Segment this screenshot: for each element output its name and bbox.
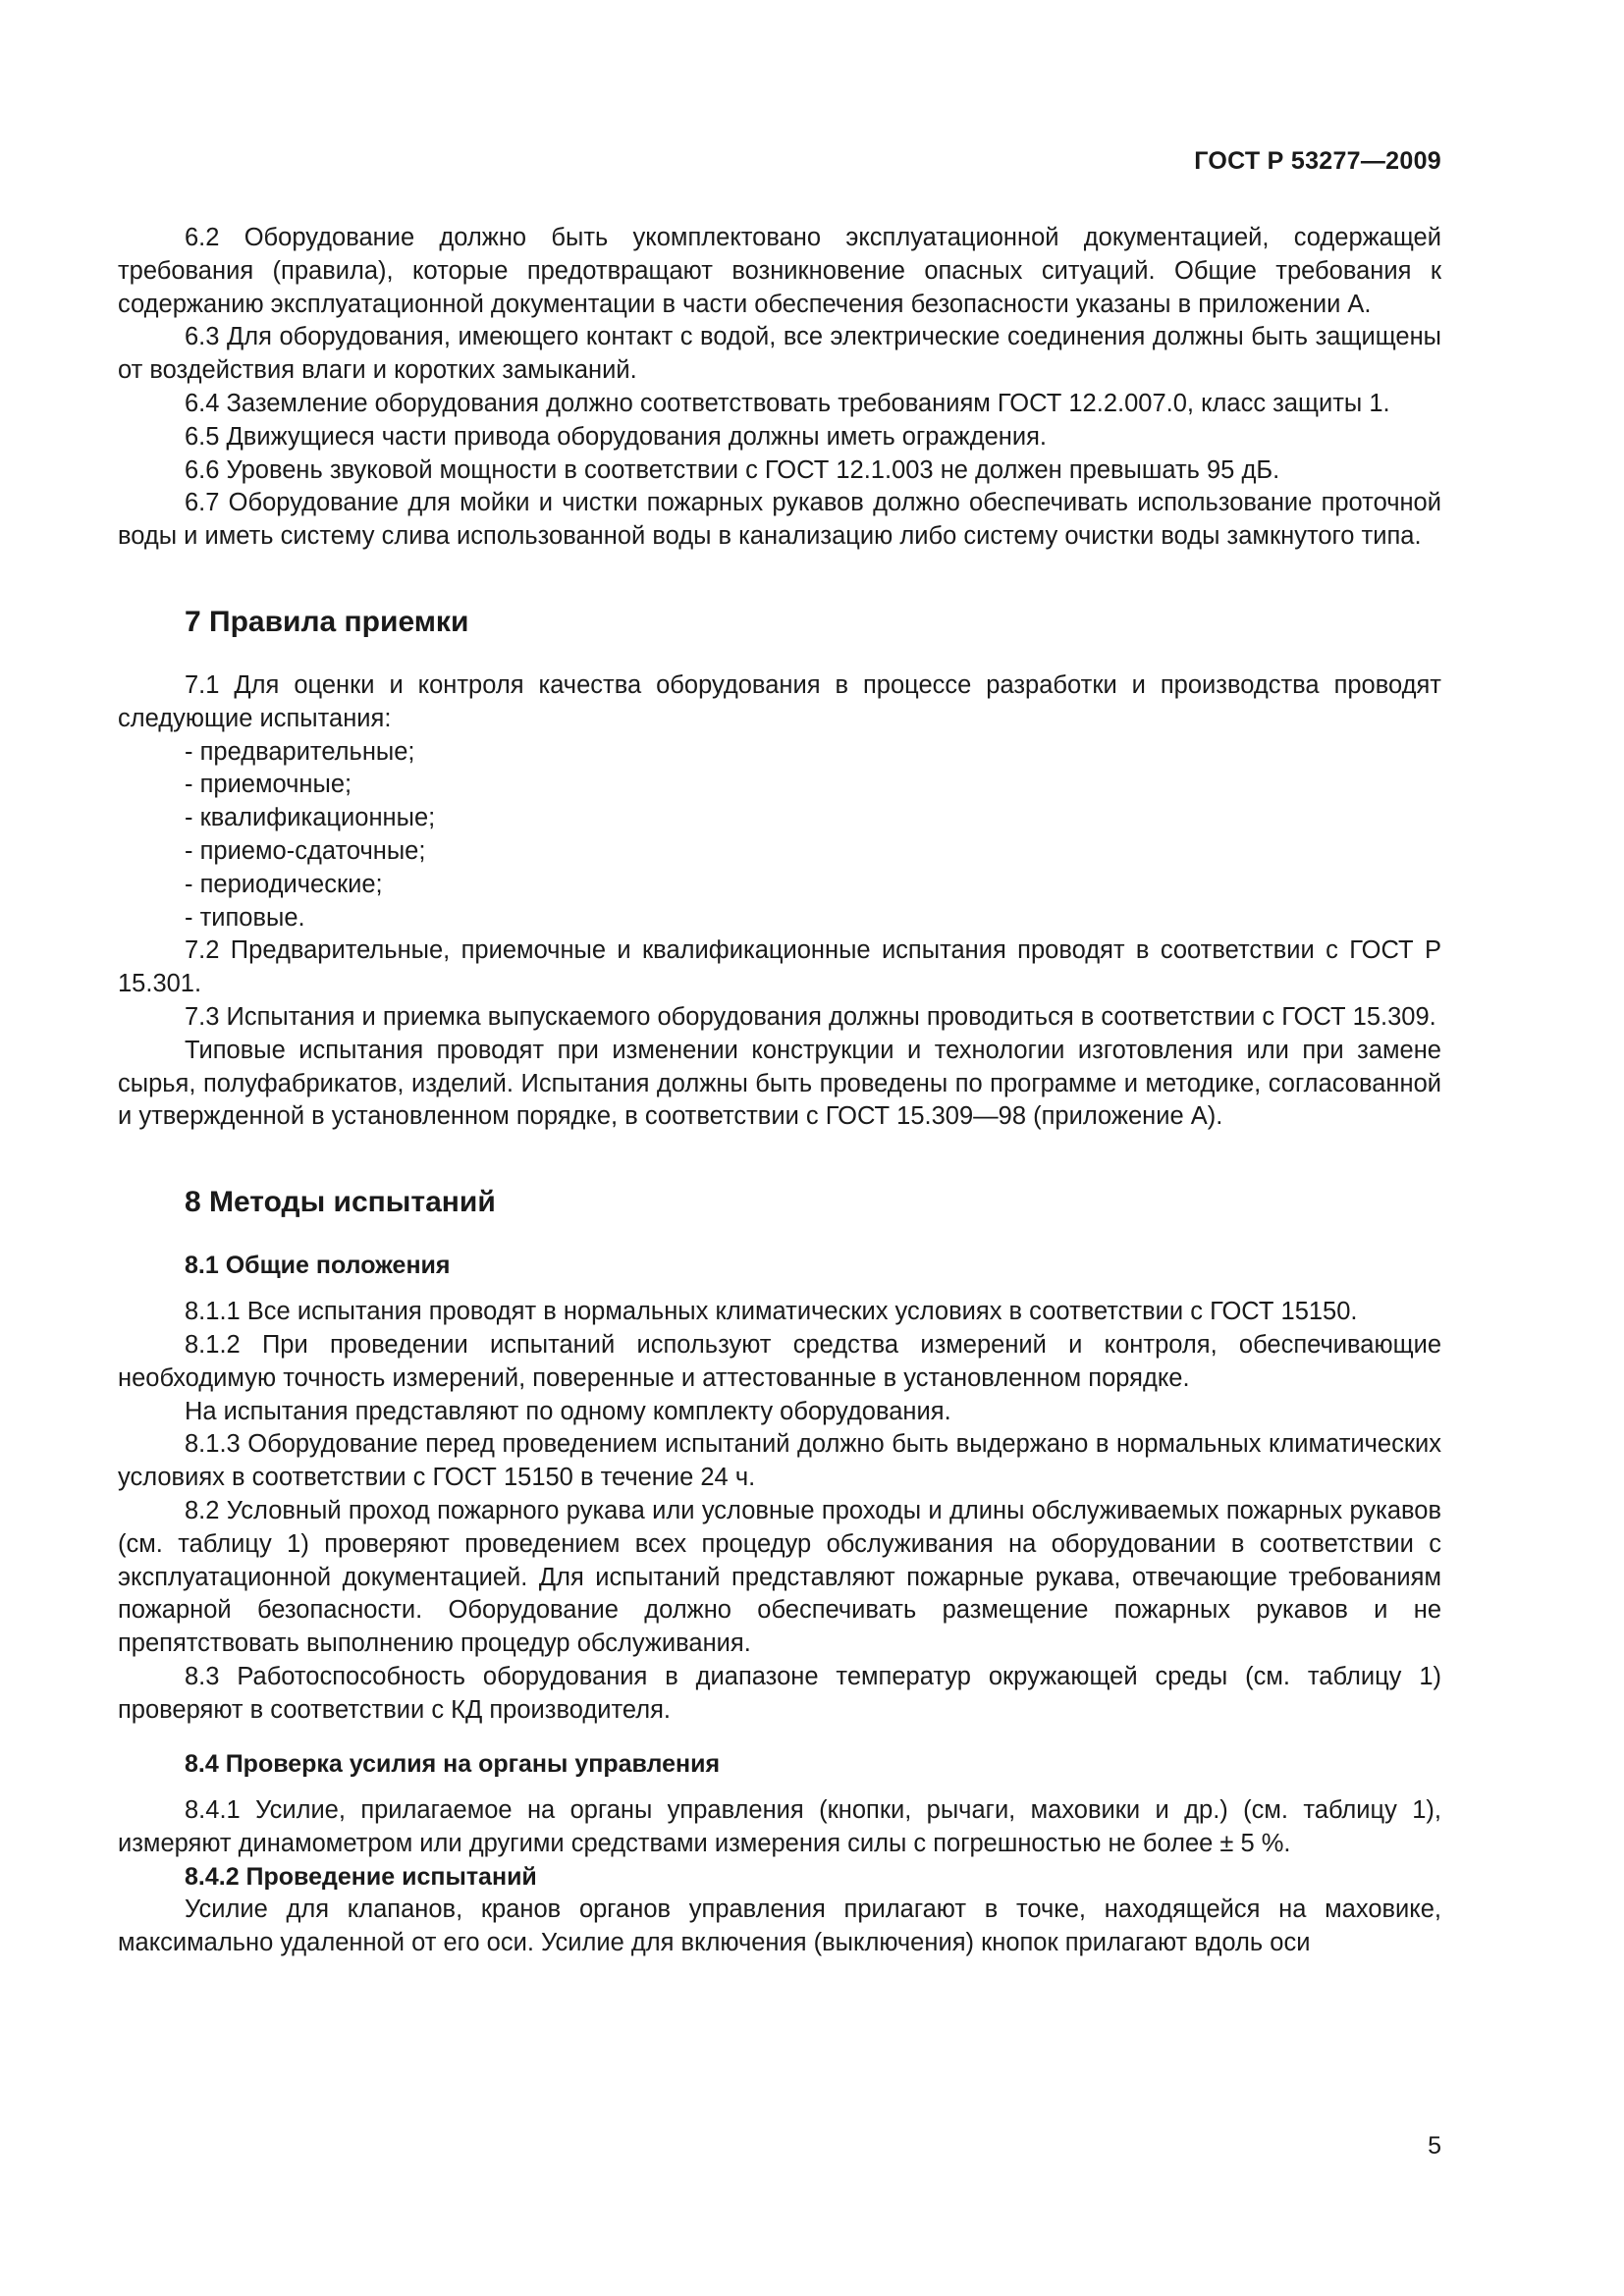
paragraph-7-2: 7.2 Предварительные, приемочные и квалификационные испытания проводят в соответствии с ГОСТ Р 15.301. [118, 936, 1441, 998]
section-7-heading: 7 Правила приемки [185, 605, 469, 638]
paragraph-6-4: 6.4 Заземление оборудования должно соответствовать требованиям ГОСТ 12.2.007.0, класс защиты 1. [185, 389, 1390, 417]
paragraph-6-7: 6.7 Оборудование для мойки и чистки пожарных рукавов должно обеспечивать использование проточной воды и иметь систему слива использованной воды в канализацию либо систему очистки воды замкнутого типа. [118, 489, 1441, 551]
paragraph-8-2: 8.2 Условный проход пожарного рукава или условные проходы и длины обслуживаемых пожарных рукавов (см. таблицу 1) проверяют проведением всех процедур обслуживания на оборудовании в соответствии с эксплуатационной документацией. Для испытаний представляют пожарные рукава, отвечающие требованиям пожарной безопасности. Оборудование должно обеспечивать размещение пожарных рукавов и не препятствовать выполнению процедур обслуживания. [118, 1496, 1441, 1658]
section-8-heading: 8 Методы испытаний [185, 1186, 496, 1219]
paragraph-test-set: На испытания представляют по одному комплекту оборудования. [185, 1397, 951, 1425]
paragraph-8-1-1: 8.1.1 Все испытания проводят в нормальных климатических условиях в соответствии с ГОСТ 15150. [185, 1298, 1358, 1326]
paragraph-typical-tests: Типовые испытания проводят при изменении конструкции и технологии изготовления или при замене сырья, полуфабрикатов, изделий. Испытания должны быть проведены по программе и методике, согласованной и утвержденной в установленном порядке, в соответствии с ГОСТ 15.309—98 (приложение А). [118, 1036, 1441, 1131]
paragraph-8-4-1: 8.4.1 Усилие, прилагаемое на органы управления (кнопки, рычаги, маховики и др.) (см. таблицу 1), измеряют динамометром или другими средствами измерения силы с погрешностью не более ± 5 %. [118, 1796, 1441, 1858]
list-item-test-type: - приемочные; [185, 771, 352, 799]
paragraph-8-4-2: Усилие для клапанов, кранов органов управления прилагают в точке, находящейся на маховике, максимально удаленной от его оси. Усилие для включения (выключения) кнопок прилагают вдоль оси [118, 1896, 1441, 1956]
list-item-test-type: - предварительные; [185, 737, 415, 766]
paragraph-8-1-2: 8.1.2 При проведении испытаний используют средства измерений и контроля, обеспечивающие необходимую точность измерений, поверенные и аттестованные в установленном порядке. [118, 1330, 1441, 1392]
paragraph-6-3: 6.3 Для оборудования, имеющего контакт с водой, все электрические соединения должны быть защищены от воздействия влаги и коротких замыканий. [118, 323, 1441, 385]
paragraph-7-3: 7.3 Испытания и приемка выпускаемого оборудования должны проводиться в соответствии с ГОСТ 15.309. [185, 1002, 1436, 1031]
subsection-8-4-heading: 8.4 Проверка усилия на органы управления [185, 1750, 721, 1779]
list-item-test-type: - периодические; [185, 870, 383, 898]
list-item-test-type: - приемо-сдаточные; [185, 836, 426, 865]
document-code-header: ГОСТ Р 53277—2009 [1194, 147, 1441, 175]
paragraph-8-3: 8.3 Работоспособность оборудования в диапазоне температур окружающей среды (см. таблицу 1) проверяют в соответствии с КД производителя. [118, 1662, 1441, 1724]
page-number: 5 [1428, 2132, 1441, 2160]
list-item-test-type: - квалификационные; [185, 804, 436, 832]
subsection-8-4-2-heading: 8.4.2 Проведение испытаний [185, 1863, 537, 1892]
page-content [118, 222, 1441, 1960]
paragraph-6-5: 6.5 Движущиеся части привода оборудования должны иметь ограждения. [185, 422, 1047, 451]
subsection-8-1-heading: 8.1 Общие положения [185, 1252, 451, 1280]
paragraph-6-6: 6.6 Уровень звуковой мощности в соответствии с ГОСТ 12.1.003 не должен превышать 95 дБ. [185, 455, 1280, 484]
paragraph-6-2: 6.2 Оборудование должно быть укомплектовано эксплуатационной документацией, содержащей требования (правила), которые предотвращают возникновение опасных ситуаций. Общие требования к содержанию эксплуатационной документации в части обеспечения безопасности указаны в приложении А. [118, 224, 1441, 318]
paragraph-7-1: 7.1 Для оценки и контроля качества оборудования в процессе разработки и производства проводят следующие испытания: [118, 670, 1441, 732]
paragraph-8-1-3: 8.1.3 Оборудование перед проведением испытаний должно быть выдержано в нормальных климатических условиях в соответствии с ГОСТ 15150 в течение 24 ч. [118, 1430, 1441, 1492]
list-item-test-type: - типовые. [185, 903, 305, 932]
